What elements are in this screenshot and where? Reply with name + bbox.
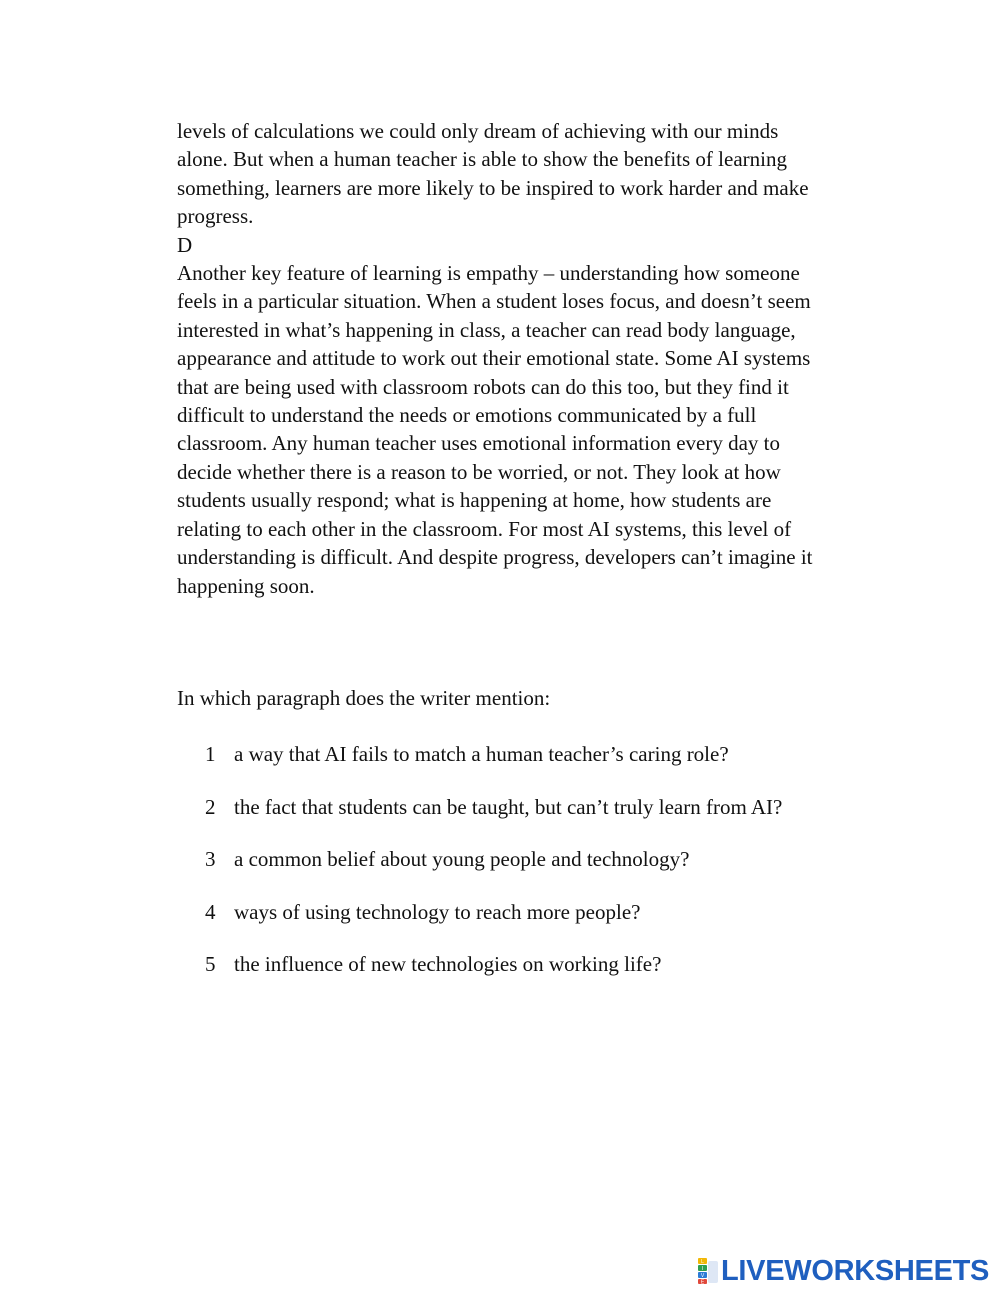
svg-text:L: L	[701, 1259, 704, 1265]
passage-line: alone. But when a human teacher is able to show the benefits of learning	[177, 147, 787, 172]
passage-line: levels of calculations we could only dream of achieving with our minds	[177, 119, 779, 143]
passage-line: feels in a particular situation. When a student loses focus, and doesn’t seem	[177, 289, 811, 314]
paragraph-label: D	[177, 232, 193, 257]
question-text: the fact that students can be taught, but can’t truly learn from AI?	[234, 795, 783, 819]
question-item	[0, 740, 1000, 768]
question-item	[0, 845, 1000, 873]
question-item	[0, 793, 1000, 821]
question-text: ways of using technology to reach more people?	[234, 900, 641, 924]
reading-passage	[177, 117, 897, 600]
question-instruction: In which paragraph does the writer mention:	[177, 686, 551, 710]
passage-line: classroom. Any human teacher uses emotional information every day to	[177, 431, 781, 456]
passage-line: students usually respond; what is happening at home, how students are	[177, 488, 772, 513]
question-text: a common belief about young people and technology?	[234, 847, 690, 871]
passage-line: interested in what’s happening in class, a teacher can read body language,	[177, 317, 796, 342]
passage-line: relating to each other in the classroom. For most AI systems, this level of	[177, 516, 792, 541]
question-number: 4	[205, 900, 216, 924]
passage-line: happening soon.	[177, 573, 315, 598]
passage-line: difficult to understand the needs or emotions communicated by a full	[177, 403, 757, 428]
question-item	[0, 950, 1000, 978]
question-number: 3	[205, 847, 216, 871]
passage-line: progress.	[177, 204, 254, 229]
logo-wordmark: LIVEWORKSHEETS	[721, 1255, 990, 1287]
svg-text:V: V	[700, 1273, 705, 1279]
passage-line: appearance and attitude to work out their emotional state. Some AI systems	[177, 346, 811, 371]
question-number: 2	[205, 795, 216, 819]
passage-line: something, learners are more likely to be inspired to work harder and make	[177, 175, 809, 200]
passage-line: Another key feature of learning is empathy – understanding how someone	[177, 261, 800, 286]
svg-text:I: I	[701, 1266, 704, 1272]
question-number: 1	[205, 742, 216, 766]
passage-line: understanding is difficult. And despite progress, developers can’t imagine it	[177, 545, 813, 570]
passage-line: that are being used with classroom robots can do this too, but they find it	[177, 374, 789, 399]
question-text: a way that AI fails to match a human teacher’s caring role?	[234, 742, 729, 766]
question-number: 5	[205, 952, 216, 976]
svg-text:E: E	[700, 1279, 705, 1285]
liveworksheets-logo-icon	[697, 1257, 719, 1285]
question-item	[0, 898, 1000, 926]
liveworksheets-logo[interactable]	[697, 1255, 989, 1287]
question-text: the influence of new technologies on working life?	[234, 952, 662, 976]
passage-line: decide whether there is a reason to be worried, or not. They look at how	[177, 459, 781, 484]
